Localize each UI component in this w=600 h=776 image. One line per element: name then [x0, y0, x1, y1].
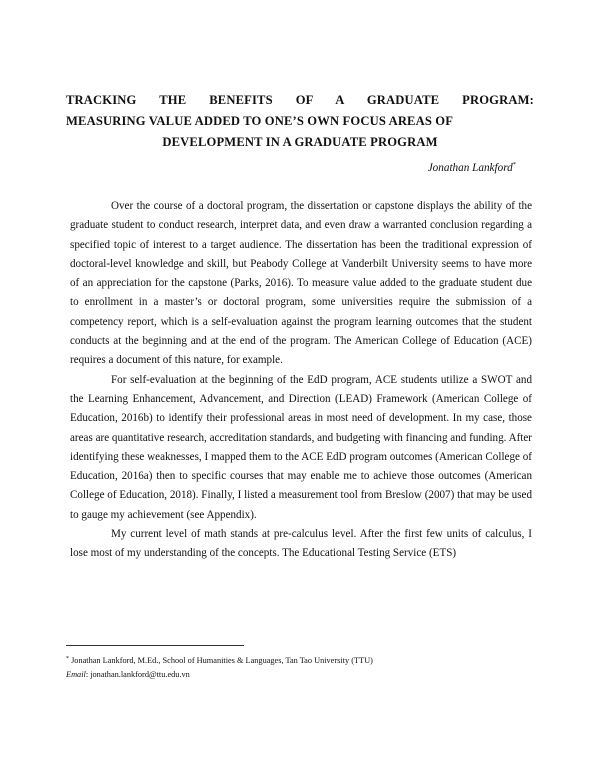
- footnote-affiliation: Jonathan Lankford, M.Ed., School of Humanities & Languages, Tan Tao University (TTU): [71, 656, 373, 665]
- body-text: [70, 197, 532, 564]
- footnote-email-line: [66, 668, 536, 682]
- email-separator: :: [85, 670, 91, 679]
- paper-title: [66, 90, 534, 153]
- title-line-1: TRACKING THE BENEFITS OF A GRADUATE PROGRAM:: [66, 93, 534, 107]
- footnote: [66, 652, 536, 682]
- footnote-mark: *: [66, 656, 69, 662]
- email-label: Email: [66, 670, 86, 679]
- author-name: Jonathan Lankford: [427, 162, 513, 174]
- paragraph-2: For self-evaluation at the beginning of the EdD program, ACE students utilize a SWOT and the Learning Enhancement, Advancement, and Direction (LEAD) Framework (American College of Education, 2016b) to identify their professional areas in most need of development. In my case, those areas are quantitative research, accreditation standards, and budgeting with financing and funding. After identifying these weaknesses, I mapped them to the ACE EdD program outcomes (American College of Education, 2016a) then to specific courses that may enable me to achieve those outcomes (American College of Education, 2018). Finally, I listed a measurement tool from Breslow (2007) that may be used to gauge my achievement (see Appendix).: [70, 373, 532, 521]
- footnote-separator: [66, 645, 244, 646]
- paragraph-1: Over the course of a doctoral program, the dissertation or capstone displays the ability of the graduate student to conduct research, interpret data, and even draw a warranted conclusion regarding a specified topic of interest to a target audience. The dissertation has been the traditional expression of doctoral-level knowledge and skill, but Peabody College at Vanderbilt University seems to have more of an appreciation for the capstone (Parks, 2016). To measure value added to the graduate student due to enrollment in a master’s or doctoral program, some universities require the submission of a competency report, which is a self-evaluation against the program learning outcomes that the student conducts at the beginning and at the end of the program. The American College of Education (ACE) requires a document of this nature, for example.: [70, 200, 532, 367]
- email-address[interactable]: jonathan.lankford@ttu.edu.vn: [90, 670, 190, 679]
- title-line-2: MEASURING VALUE ADDED TO ONE’S OWN FOCUS AREAS OF: [66, 114, 454, 128]
- title-line-3: DEVELOPMENT IN A GRADUATE PROGRAM: [162, 135, 438, 149]
- author-footnote-mark: *: [512, 161, 516, 168]
- author-byline: [428, 158, 516, 175]
- footnote-affiliation-line: [66, 652, 536, 668]
- paragraph-3: My current level of math stands at pre-calculus level. After the first few units of calculus, I lose most of my understanding of the concepts. The Educational Testing Service (ETS): [70, 528, 532, 560]
